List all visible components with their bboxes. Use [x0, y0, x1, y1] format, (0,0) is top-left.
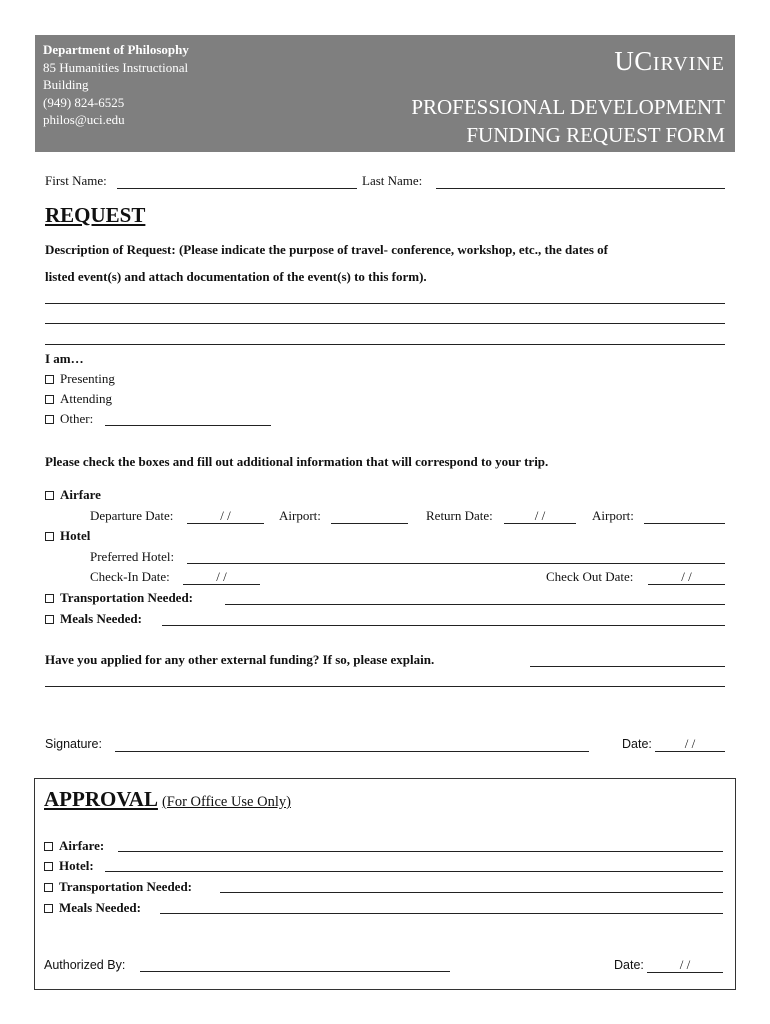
hotel-option[interactable]: Hotel — [45, 528, 90, 544]
external-funding-field[interactable] — [530, 666, 725, 667]
other-option[interactable]: Other: — [45, 411, 93, 427]
external-funding-question: Have you applied for any other external funding? If so, please explain. — [45, 652, 435, 667]
uc-irvine-logo: UCIRVINE — [614, 46, 725, 76]
approval-hotel[interactable]: Hotel: — [44, 858, 94, 874]
return-date-label: Return Date: — [426, 508, 493, 523]
department-name: Department of Philosophy — [43, 42, 189, 57]
address-line-2: Building — [43, 77, 89, 92]
meals-option[interactable]: Meals Needed: — [45, 611, 142, 627]
signature-label: Signature: — [45, 737, 102, 751]
description-line-1[interactable] — [45, 303, 725, 304]
description-instructions-2: listed event(s) and attach documentation of the event(s) to this form). — [45, 269, 427, 284]
departure-date-label: Departure Date: — [90, 508, 174, 523]
checkbox-icon[interactable] — [45, 491, 54, 500]
checkbox-icon[interactable] — [44, 883, 53, 892]
phone-number: (949) 824-6525 — [43, 94, 125, 110]
checkbox-icon[interactable] — [45, 395, 54, 404]
signature-field[interactable] — [115, 751, 589, 752]
description-instructions-1: Description of Request: (Please indicate the purpose of travel- conference, workshop, etc., the dates of — [45, 242, 608, 257]
signature-date-field[interactable]: / / — [655, 736, 725, 752]
form-title-line-1: PROFESSIONAL DEVELOPMENT — [411, 95, 725, 119]
authorized-by-field[interactable] — [140, 971, 450, 972]
authorized-by-label: Authorized By: — [44, 958, 126, 972]
checkbox-icon[interactable] — [45, 594, 54, 603]
form-header — [35, 35, 735, 152]
attending-option[interactable]: Attending — [45, 391, 112, 407]
departure-date-field[interactable]: / / — [187, 508, 264, 524]
request-heading: REQUEST — [45, 203, 146, 227]
airport-label-1: Airport: — [279, 508, 321, 523]
check-out-label: Check Out Date: — [546, 569, 634, 584]
trip-instructions: Please check the boxes and fill out additional information that will correspond to your trip. — [45, 454, 549, 469]
first-name-field[interactable] — [117, 188, 357, 189]
return-date-field[interactable]: / / — [504, 508, 576, 524]
transportation-option[interactable]: Transportation Needed: — [45, 590, 193, 606]
signature-date-label: Date: — [622, 737, 652, 751]
check-in-date-field[interactable]: / / — [183, 569, 260, 585]
approval-airfare[interactable]: Airfare: — [44, 838, 104, 854]
first-name-label: First Name: — [45, 173, 107, 188]
meals-field[interactable] — [162, 625, 725, 626]
airfare-option[interactable]: Airfare — [45, 487, 101, 503]
external-funding-line-2[interactable] — [45, 686, 725, 687]
approval-transportation[interactable]: Transportation Needed: — [44, 879, 192, 895]
approval-date-field[interactable]: / / — [647, 957, 723, 973]
check-out-date-field[interactable]: / / — [648, 569, 725, 585]
airport-field-2[interactable] — [644, 523, 725, 524]
form-title — [411, 93, 725, 149]
email-address: philos@uci.edu — [43, 112, 125, 127]
checkbox-icon[interactable] — [45, 415, 54, 424]
preferred-hotel-label: Preferred Hotel: — [90, 549, 175, 564]
approval-meals[interactable]: Meals Needed: — [44, 900, 141, 916]
department-info — [43, 41, 243, 129]
approval-airfare-field[interactable] — [118, 851, 723, 852]
presenting-option[interactable]: Presenting — [45, 371, 115, 387]
approval-meals-field[interactable] — [160, 913, 723, 914]
checkbox-icon[interactable] — [44, 842, 53, 851]
transportation-field[interactable] — [225, 604, 725, 605]
checkbox-icon[interactable] — [44, 862, 53, 871]
airport-field-1[interactable] — [331, 523, 408, 524]
last-name-field[interactable] — [436, 188, 725, 189]
i-am-label: I am… — [45, 351, 84, 366]
approval-date-label: Date: — [614, 958, 644, 972]
checkbox-icon[interactable] — [45, 532, 54, 541]
description-line-2[interactable] — [45, 323, 725, 324]
description-line-3[interactable] — [45, 344, 725, 345]
form-title-line-2: FUNDING REQUEST FORM — [466, 123, 725, 147]
checkbox-icon[interactable] — [44, 904, 53, 913]
last-name-label: Last Name: — [362, 173, 423, 188]
preferred-hotel-field[interactable] — [187, 563, 725, 564]
approval-note: (For Office Use Only) — [161, 794, 291, 810]
checkbox-icon[interactable] — [45, 375, 54, 384]
approval-hotel-field[interactable] — [105, 871, 723, 872]
check-in-label: Check-In Date: — [90, 569, 170, 584]
approval-transportation-field[interactable] — [220, 892, 723, 893]
airport-label-2: Airport: — [592, 508, 634, 523]
other-field[interactable] — [105, 425, 271, 426]
address-line-1: 85 Humanities Instructional — [43, 59, 189, 75]
approval-heading: APPROVAL (For Office Use Only) — [44, 787, 291, 811]
checkbox-icon[interactable] — [45, 615, 54, 624]
